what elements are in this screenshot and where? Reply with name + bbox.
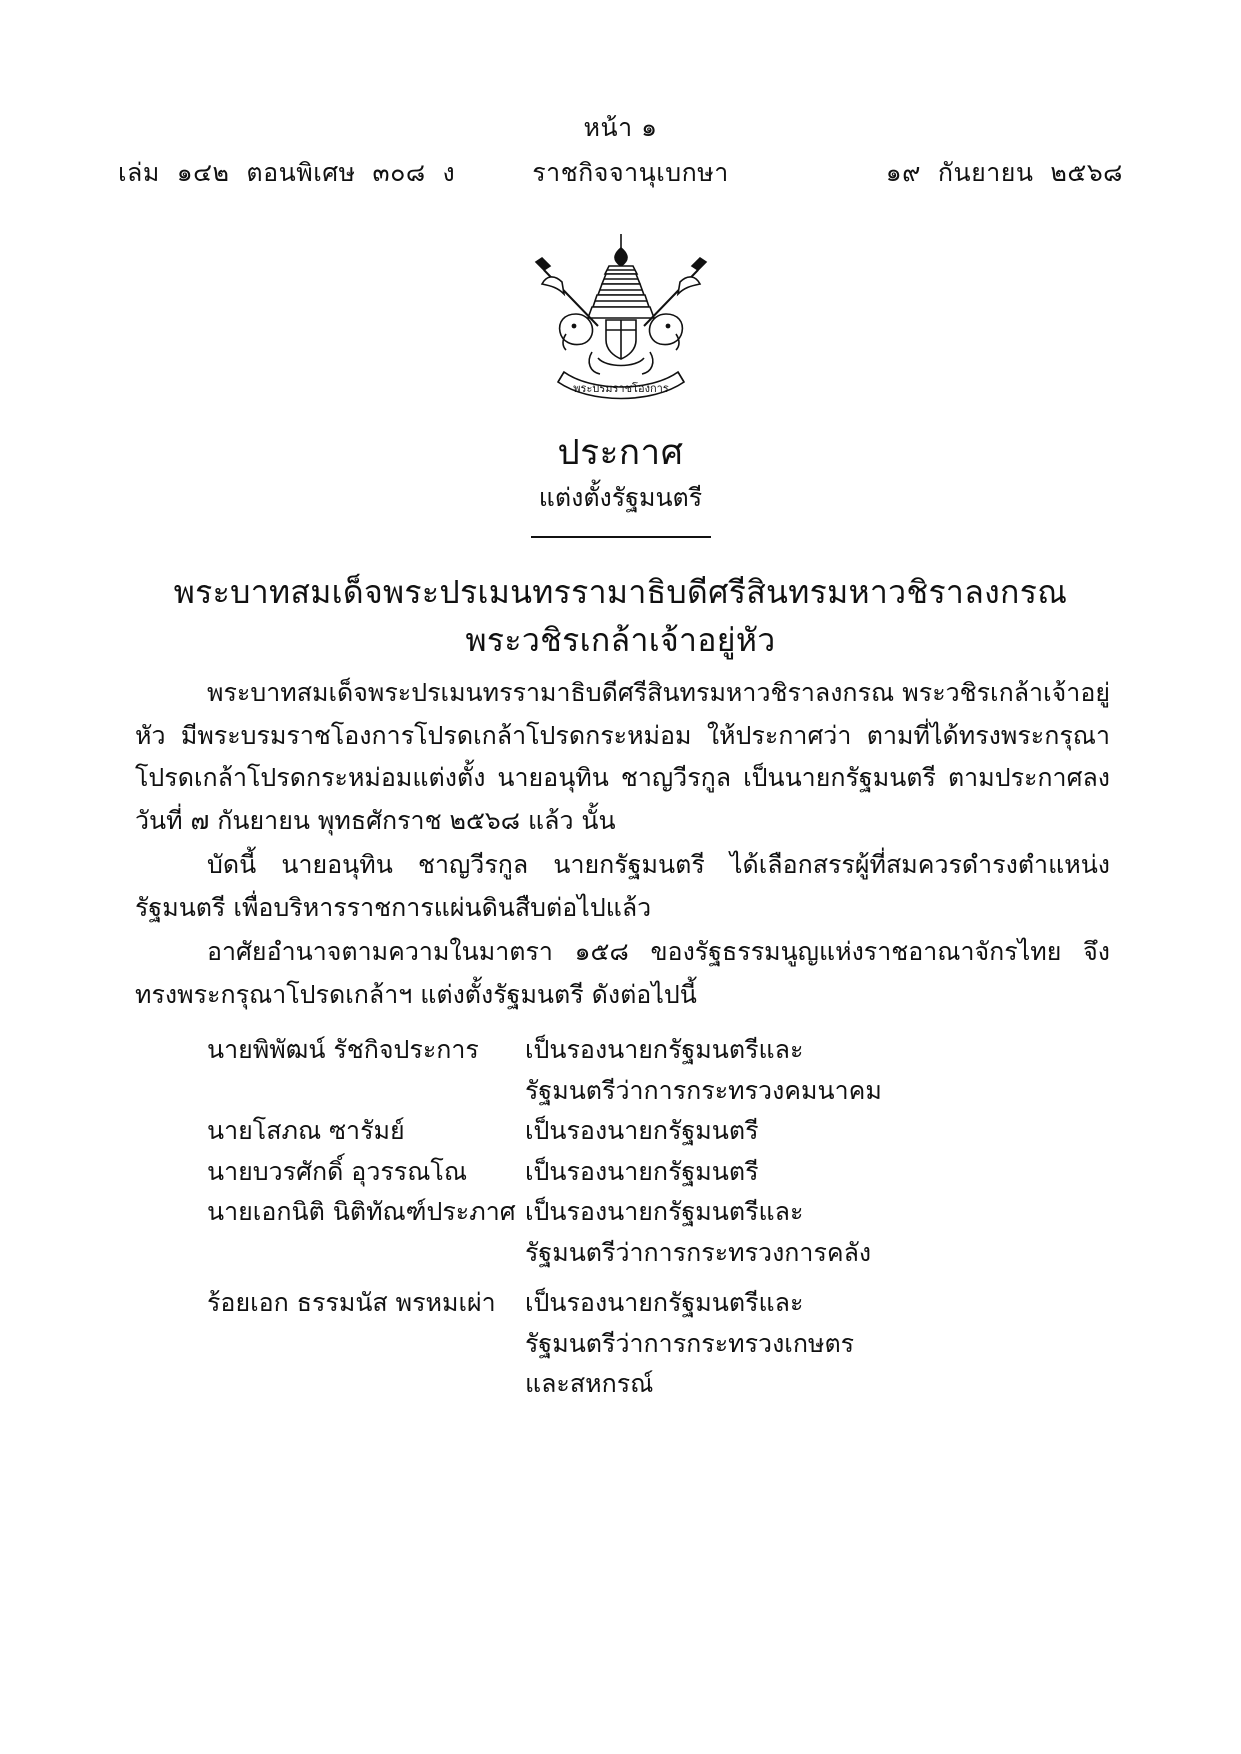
paragraph-1 [135, 672, 1110, 842]
title-block [0, 432, 1241, 538]
appointee-position [525, 1111, 1110, 1152]
publication-date: ๑๙ กันยายน ๒๕๖๘ [885, 157, 1123, 187]
row-spacer [135, 1273, 1110, 1283]
appointee-position [525, 1152, 1110, 1193]
document-subtitle: แต่งตั้งรัฐมนตรี [538, 482, 703, 512]
document-title: ประกาศ [557, 433, 684, 473]
royal-name-line-2: พระวชิรเกล้าเจ้าอยู่หัว [465, 621, 776, 659]
appointment-row [135, 1192, 1110, 1273]
position-line: เป็นรองนายกรัฐมนตรีและ [525, 1288, 804, 1317]
paragraph-2 [135, 844, 1110, 929]
appointee-name: นายโสภณ ซารัมย์ [207, 1116, 405, 1145]
position-line: รัฐมนตรีว่าการกระทรวงการคลัง [525, 1237, 872, 1267]
position-line: และสหกรณ์ [525, 1369, 654, 1398]
appointee-name: นายพิพัฒน์ รัชกิจประการ [207, 1035, 479, 1064]
paragraph-3 [135, 931, 1110, 1016]
appointee-position [525, 1030, 1110, 1111]
emblem-motto-text: พระบรมราชโองการ [572, 382, 669, 395]
paragraph-1-text: พระบาทสมเด็จพระปรเมนทรรามาธิบดีศรีสินทรมหาวชิราลงกรณ พระวชิรเกล้าเจ้าอยู่หัว มีพระบรมราชโองการโปรดเกล้าโปรดกระหม่อม ให้ประกาศว่า ตามที่ได้ทรงพระกรุณาโปรดเกล้าโปรดกระหม่อมแต่งตั้ง นายอนุทิน ชาญวีรกูล เป็นนายกรัฐมนตรี ตามประกาศลงวันที่ ๗ กันยายน พุทธศักราช ๒๕๖๘ แล้ว นั้น [135, 678, 1110, 835]
position-line: รัฐมนตรีว่าการกระทรวงเกษตร [525, 1328, 855, 1358]
appointment-row [135, 1030, 1110, 1111]
header-row [118, 153, 1123, 193]
position-line: เป็นรองนายกรัฐมนตรีและ [525, 1035, 804, 1064]
appointee-name: ร้อยเอก ธรรมนัส พรหมเผ่า [207, 1288, 496, 1317]
title-divider [531, 536, 711, 538]
appointee-position [525, 1192, 1110, 1273]
garuda-royal-emblem-icon [506, 222, 736, 412]
emblem-container [0, 222, 1241, 412]
appointment-row [135, 1283, 1110, 1405]
royal-name-line-1: พระบาทสมเด็จพระปรเมนทรรามาธิบดีศรีสินทรมหาวชิราลงกรณ [173, 573, 1068, 611]
position-line: เป็นรองนายกรัฐมนตรีและ [525, 1197, 804, 1226]
paragraph-3-text: อาศัยอำนาจตามความในมาตรา ๑๕๘ ของรัฐธรรมนูญแห่งราชอาณาจักรไทย จึงทรงพระกรุณาโปรดเกล้าฯ แต่งตั้งรัฐมนตรี ดังต่อไปนี้ [135, 937, 1110, 1009]
appointee-position [525, 1283, 1110, 1405]
gazette-name: ราชกิจจานุเบกษา [532, 157, 729, 187]
position-line: รัฐมนตรีว่าการกระทรวงคมนาคม [525, 1075, 882, 1105]
position-line: เป็นรองนายกรัฐมนตรี [525, 1156, 759, 1186]
royal-name-block [0, 568, 1241, 664]
appointment-row [135, 1111, 1110, 1152]
document-body [135, 672, 1110, 1405]
page-header [118, 112, 1123, 193]
appointment-list [135, 1030, 1110, 1405]
appointee-name: นายบวรศักดิ์ อุวรรณโณ [207, 1156, 468, 1186]
appointment-row [135, 1152, 1110, 1193]
position-line: เป็นรองนายกรัฐมนตรี [525, 1116, 759, 1145]
page-number: หน้า ๑ [583, 113, 658, 142]
paragraph-2-text: บัดนี้ นายอนุทิน ชาญวีรกูล นายกรัฐมนตรี ได้เลือกสรรผู้ที่สมควรดำรงตำแหน่งรัฐมนตรี เพื่อบริหารราชการแผ่นดินสืบต่อไปแล้ว [135, 850, 1110, 922]
appointee-name: นายเอกนิติ นิติทัณฑ์ประภาศ [207, 1197, 516, 1226]
volume-info: เล่ม ๑๔๒ ตอนพิเศษ ๓๐๘ ง [118, 157, 456, 187]
